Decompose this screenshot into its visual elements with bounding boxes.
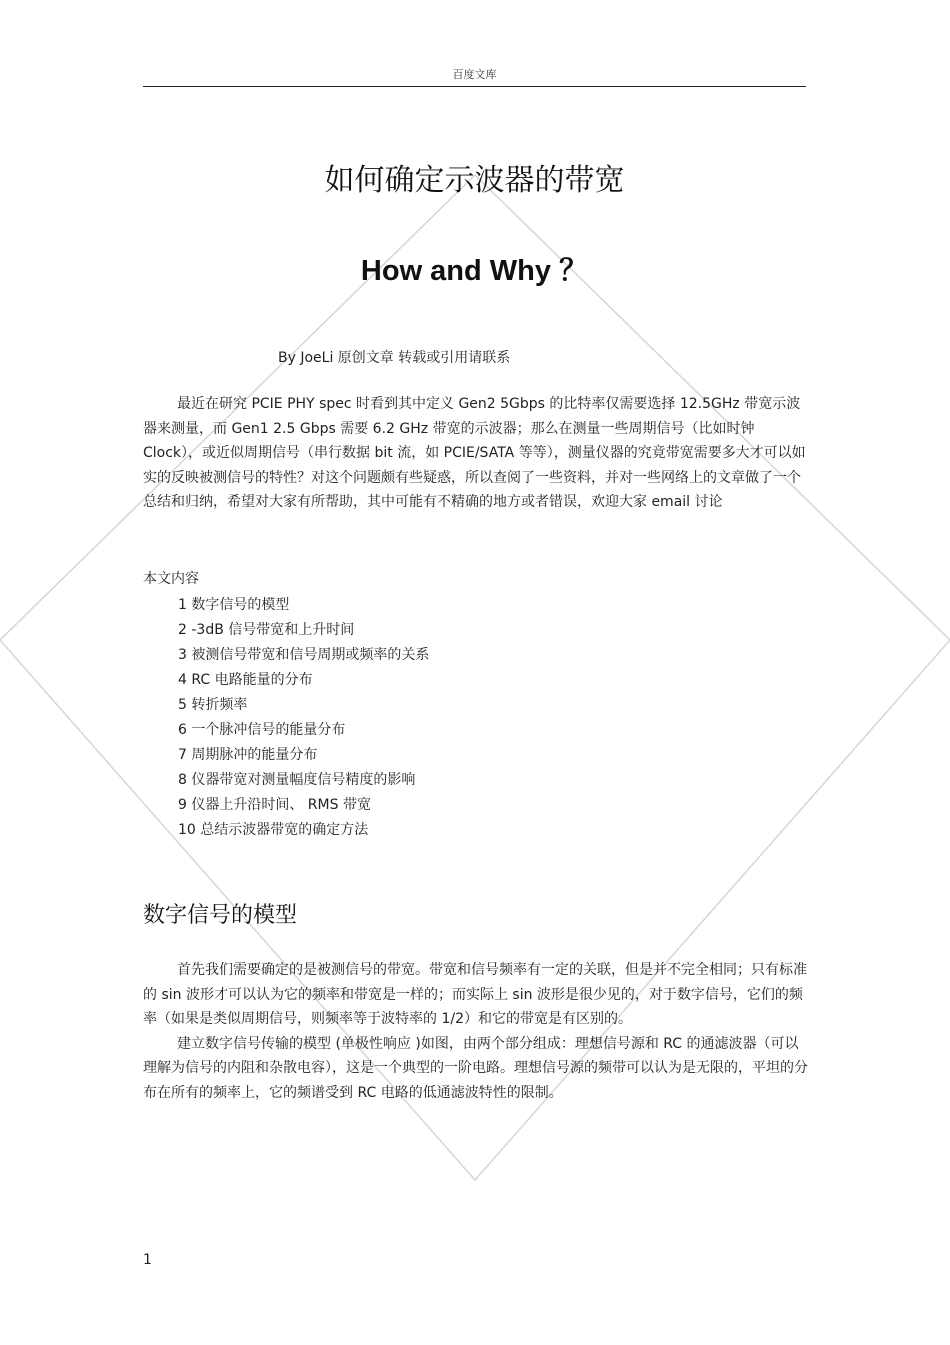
- body-paragraph: 建立数字信号传输的模型 (单极性响应 )如图，由两个部分组成：理想信号源和 RC 的通滤波器（可以理解为信号的内阻和杂散电容），这是一个典型的一阶电路。理想信号源的频带可以认为是无限的，平坦的分布在所有的频率上，它的频谱受到 RC 电路的低通滤波特性的限制。: [143, 1035, 808, 1101]
- section-body: [143, 958, 808, 1105]
- intro-paragraph: 最近在研究 PCIE PHY spec 时看到其中定义 Gen2 5Gbps 的比特率仅需要选择 12.5GHz 带宽示波器来测量，而 Gen1 2.5 Gbps 需要 6.2 GHz 带宽的示波器；那么在测量一些周期信号（比如时钟 Clock），或近似周期信号（串行数据 bit 流，如 PCIE/SATA 等等），测量仪器的究竟带宽需要多大才可以如实的反映被测信号的特性？对这个问题颇有些疑惑，所以查阅了一些资料，并对一些网络上的文章做了一个总结和归纳，希望对大家有所帮助，其中可能有不精确的地方或者错误，欢迎大家 email 讨论: [143, 396, 806, 510]
- page-header: 百度文库: [452, 68, 497, 81]
- page-title: 如何确定示波器的带宽: [324, 163, 625, 198]
- toc-item: 7 周期脉冲的能量分布: [178, 747, 318, 763]
- toc-heading: 本文内容: [143, 571, 199, 587]
- page-subtitle: How and Why ？: [360, 255, 589, 287]
- toc-item: 2 -3dB 信号带宽和上升时间: [178, 622, 355, 638]
- intro-section: [143, 392, 808, 515]
- toc-item: 9 仪器上升沿时间、 RMS 带宽: [178, 797, 371, 813]
- page-number: 1: [143, 1252, 152, 1268]
- body-paragraph: 首先我们需要确定的是被测信号的带宽。带宽和信号频率有一定的关联，但是并不完全相同；只有标准的 sin 波形才可以认为它的频率和带宽是一样的；而实际上 sin 波形是很少见的，对于数字信号，它们的频率（如果是类似周期信号，则频率等于波特率的 1/2）和它的带宽是有区别的。: [143, 962, 807, 1027]
- toc-item: 8 仪器带宽对测量幅度信号精度的影响: [178, 772, 416, 788]
- author-byline: By JoeLi 原创文章 转载或引用请联系: [278, 350, 511, 366]
- toc-item: 10 总结示波器带宽的确定方法: [178, 822, 369, 838]
- header-divider: [143, 86, 806, 87]
- toc-item: 4 RC 电路能量的分布: [178, 672, 313, 688]
- toc-item: 6 一个脉冲信号的能量分布: [178, 722, 346, 738]
- section-heading: 数字信号的模型: [143, 903, 298, 928]
- toc-item: 1 数字信号的模型: [178, 597, 290, 613]
- table-of-contents: [178, 593, 429, 843]
- toc-item: 5 转折频率: [178, 697, 248, 713]
- toc-item: 3 被测信号带宽和信号周期或频率的关系: [178, 647, 430, 663]
